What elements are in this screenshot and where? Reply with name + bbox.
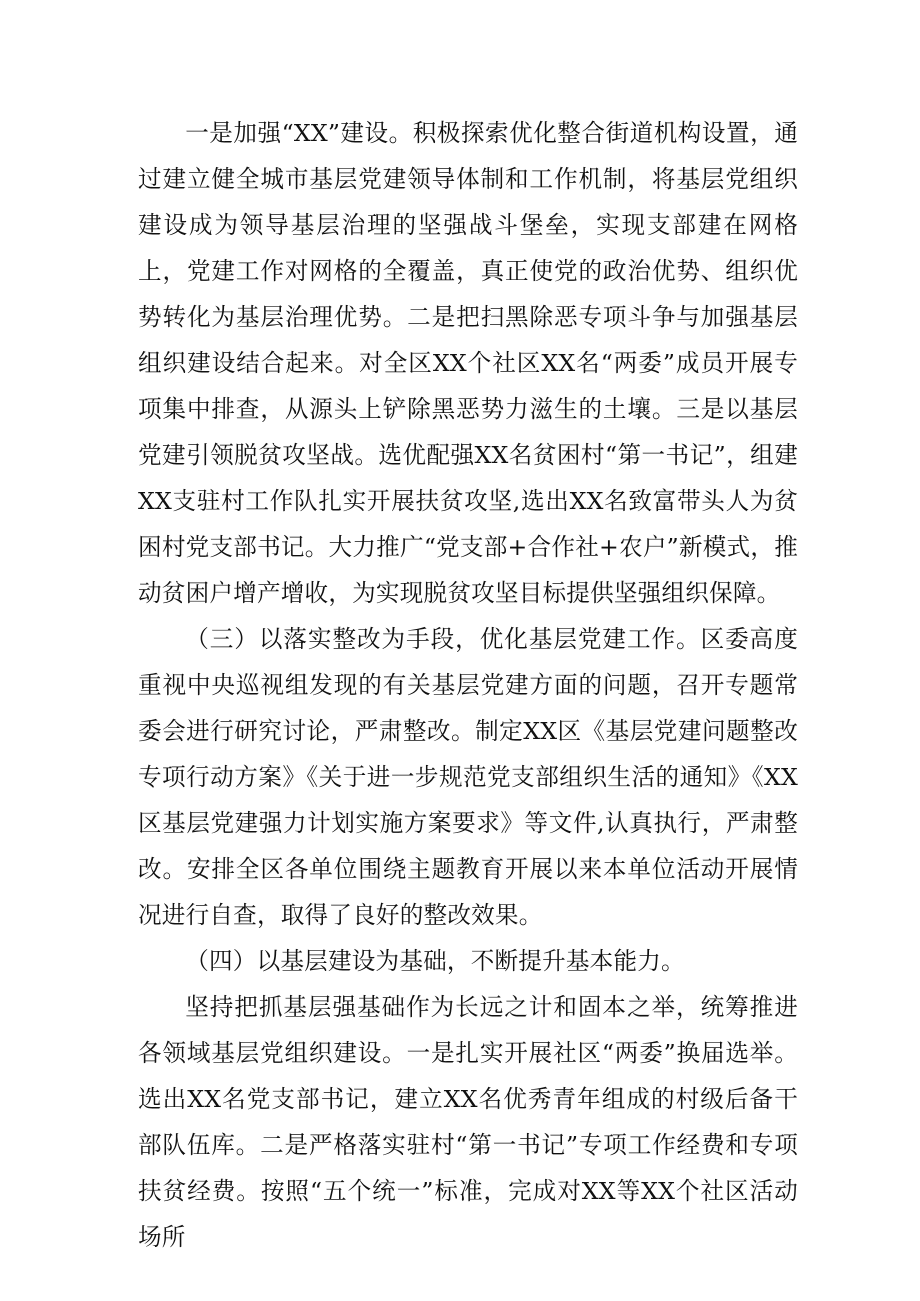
paragraph-strengthen-xx-construction: 一是加强“XX”建设。积极探索优化整合街道机构设置，通过建立健全城市基层党建领导体制和工作机制，将基层党组织建设成为领导基层治理的坚强战斗堡垒，实现支部建在网格上，党建工作对网格的全覆盖，真正使党的政治优势、组织优势转化为基层治理优势。二是把扫黑除恶专项斗争与加强基层组织建设结合起来。对全区XX个社区XX名“两委”成员开展专项集中排查，从源头上铲除黑恶势力滋生的土壤。三是以基层党建引领脱贫攻坚战。选优配强XX名贫困村“第一书记”，组建XX支驻村工作队扎实开展扶贫攻坚,选出XX名致富带头人为贫困村党支部书记。大力推广“党支部+合作社+农户”新模式，推动贫困户增产增收，为实现脱贫攻坚目标提供坚强组织保障。 <box>138 119 798 607</box>
paragraph-section-three-rectification: （三）以落实整改为手段，优化基层党建工作。区委高度重视中央巡视组发现的有关基层党建方面的问题，召开专题常委会进行研究讨论，严肃整改。制定XX区《基层党建问题整改专项行动方案》《关于进一步规范党支部组织生活的通知》《XX区基层党建强力计划实施方案要求》等文件,认真执行，严肃整改。安排全区各单位围绕主题教育开展以来本单位活动开展情况进行自查，取得了良好的整改效果。 <box>138 625 798 929</box>
document-body <box>138 110 798 1260</box>
paragraph-grassroots-foundation: 坚持把抓基层强基础作为长远之计和固本之举，统筹推进各领域基层党组织建设。一是扎实开展社区“两委”换届选举。选出XX名党支部书记，建立XX名优秀青年组成的村级后备干部队伍库。二是严格落实驻村“第一书记”专项工作经费和专项扶贫经费。按照“五个统一”标准，完成对XX等XX个社区活动场所 <box>138 993 798 1251</box>
paragraph-section-four-heading: （四）以基层建设为基础，不断提升基本能力。 <box>185 947 685 975</box>
